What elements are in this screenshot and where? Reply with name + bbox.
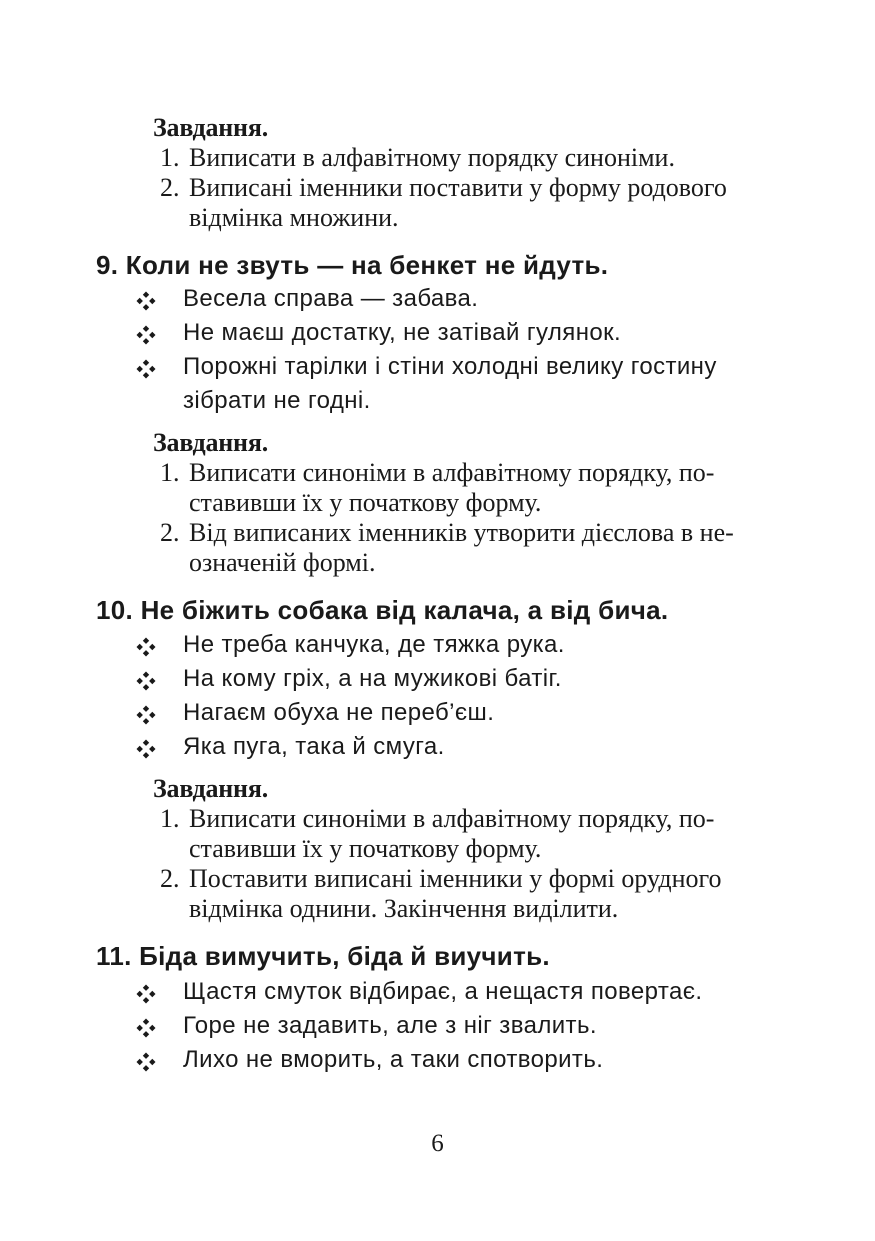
diamond-bullet-icon (136, 671, 156, 691)
task-text-line: Виписані іменники поставити у форму родового (189, 173, 727, 202)
diamond-bullet-icon (136, 705, 156, 725)
proverb-text: Не треба канчука, де тяжка рука. (183, 631, 565, 658)
task-block-1 (153, 113, 793, 233)
task-item (153, 458, 793, 518)
task-number: 2. (160, 864, 180, 893)
proverb-text: Горе не задавить, але з ніг звалить. (183, 1012, 597, 1039)
task-item (153, 143, 793, 173)
diamond-bullet-icon (136, 984, 156, 1004)
task-title: Завдання. (153, 113, 268, 142)
task-number: 1. (160, 143, 180, 172)
task-title: Завдання. (153, 428, 268, 457)
task-text-line: Виписати синоніми в алфавітному порядку, по- (189, 804, 715, 833)
task-text-line: ставивши їх у початкову форму. (189, 488, 542, 517)
proverb-text: Щастя смуток відбирає, а нещастя повертає. (183, 978, 703, 1005)
proverb-item (136, 730, 796, 764)
task-number: 2. (160, 173, 180, 202)
task-number: 1. (160, 458, 180, 487)
task-text-line: ставивши їх у початкову форму. (189, 834, 542, 863)
task-title: Завдання. (153, 774, 268, 803)
section-heading-9: 9. Коли не звуть — на бенкет не йдуть. (96, 250, 609, 280)
proverb-text: зібрати не годні. (183, 387, 371, 414)
proverb-text: Лихо не вморить, а таки спотворить. (183, 1046, 604, 1073)
task-text-line: означеній формі. (189, 548, 376, 577)
proverb-item (136, 975, 796, 1009)
task-text-line: Виписати в алфавітному порядку синоніми. (189, 143, 675, 172)
task-item (153, 864, 793, 924)
diamond-bullet-icon (136, 291, 156, 311)
proverb-text: Яка пуга, така й смуга. (183, 733, 445, 760)
proverb-text: На кому гріх, а на мужикові батіг. (183, 665, 562, 692)
proverb-item (136, 350, 796, 418)
diamond-bullet-icon (136, 739, 156, 759)
proverb-list-9 (136, 282, 796, 418)
task-text-line: відмінка однини. Закінчення виділити. (189, 894, 619, 923)
proverb-text: Весела справа — забава. (183, 285, 479, 312)
proverb-text: Не маєш достатку, не затівай гулянок. (183, 319, 622, 346)
proverb-item (136, 282, 796, 316)
task-text-line: Поставити виписані іменники у формі орудного (189, 864, 722, 893)
task-block-10 (153, 774, 793, 924)
task-item (153, 173, 793, 233)
proverb-text: Порожні тарілки і стіни холодні велику гостину (183, 353, 717, 380)
page-number: 6 (431, 1130, 444, 1157)
diamond-bullet-icon (136, 359, 156, 379)
task-number: 1. (160, 804, 180, 833)
diamond-bullet-icon (136, 325, 156, 345)
proverb-item (136, 662, 796, 696)
proverb-list-10 (136, 628, 796, 764)
task-item (153, 804, 793, 864)
proverb-item (136, 1009, 796, 1043)
task-text-line: Від виписаних іменників утворити дієслова в не- (189, 518, 734, 547)
proverb-list-11 (136, 975, 796, 1077)
proverb-text: Нагаєм обуха не переб’єш. (183, 699, 495, 726)
task-text-line: відмінка множини. (189, 203, 399, 232)
proverb-item (136, 696, 796, 730)
diamond-bullet-icon (136, 1052, 156, 1072)
proverb-item (136, 628, 796, 662)
diamond-bullet-icon (136, 1018, 156, 1038)
section-heading-10: 10. Не біжить собака від калача, а від бича. (96, 595, 669, 625)
proverb-item (136, 316, 796, 350)
section-heading-11: 11. Біда вимучить, біда й виучить. (96, 941, 550, 971)
diamond-bullet-icon (136, 637, 156, 657)
task-number: 2. (160, 518, 180, 547)
task-item (153, 518, 793, 578)
proverb-item (136, 1043, 796, 1077)
task-text-line: Виписати синоніми в алфавітному порядку, по- (189, 458, 715, 487)
task-block-9 (153, 428, 793, 578)
